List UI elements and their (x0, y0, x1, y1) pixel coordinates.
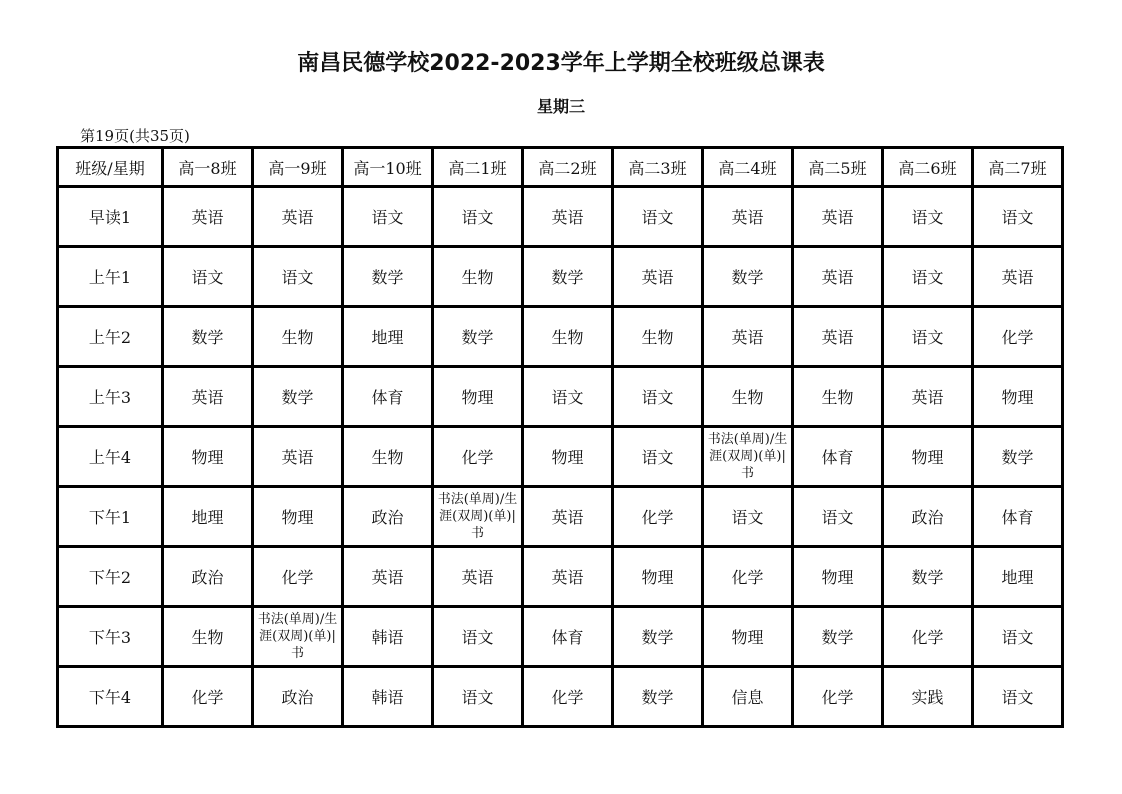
subject-label: 英语 (191, 208, 224, 227)
subject-label: 英语 (191, 388, 224, 407)
subject-label: 语文 (1001, 208, 1034, 227)
schedule-cell (973, 607, 1063, 667)
subject-label: 生物 (731, 388, 764, 407)
period-label: 下午2 (58, 547, 163, 607)
schedule-cell (343, 367, 433, 427)
period-label: 上午1 (58, 247, 163, 307)
schedule-cell (343, 487, 433, 547)
subject-label: 生物 (551, 328, 584, 347)
schedule-cell (253, 487, 343, 547)
column-header: 高二7班 (973, 148, 1063, 187)
schedule-cell (523, 547, 613, 607)
subject-label: 语文 (641, 208, 674, 227)
schedule-cell (703, 547, 793, 607)
schedule-cell (163, 487, 253, 547)
table-row (58, 667, 1063, 727)
schedule-cell (163, 307, 253, 367)
subject-label: 化学 (641, 508, 674, 527)
schedule-cell (883, 667, 973, 727)
schedule-cell (883, 187, 973, 247)
subject-label: 英语 (461, 568, 494, 587)
schedule-cell (793, 547, 883, 607)
subject-label: 语文 (1001, 628, 1034, 647)
schedule-cell (973, 487, 1063, 547)
period-label: 早读1 (58, 187, 163, 247)
period-label: 下午4 (58, 667, 163, 727)
schedule-cell (253, 607, 343, 667)
schedule-cell (163, 187, 253, 247)
schedule-cell (703, 487, 793, 547)
schedule-cell (523, 427, 613, 487)
schedule-cell (523, 607, 613, 667)
subject-label: 生物 (461, 268, 494, 287)
subject-label: 书法(单周)/生涯(双周)(单)|书 (707, 432, 788, 481)
subject-label: 韩语 (371, 688, 404, 707)
subject-label: 生物 (371, 448, 404, 467)
subject-label: 英语 (821, 328, 854, 347)
schedule-cell (703, 607, 793, 667)
subject-label: 物理 (821, 568, 854, 587)
schedule-cell (523, 247, 613, 307)
schedule-cell (793, 427, 883, 487)
subject-label: 政治 (911, 508, 944, 527)
subject-label: 生物 (821, 388, 854, 407)
schedule-cell (883, 607, 973, 667)
schedule-cell (793, 607, 883, 667)
schedule-cell (793, 487, 883, 547)
subject-label: 数学 (1001, 448, 1034, 467)
page-title: 南昌民德学校2022-2023学年上学期全校班级总课表 (297, 51, 825, 76)
schedule-cell (703, 247, 793, 307)
schedule-cell (433, 247, 523, 307)
subject-label: 生物 (641, 328, 674, 347)
schedule-cell (973, 367, 1063, 427)
subject-label: 数学 (371, 268, 404, 287)
schedule-cell (973, 187, 1063, 247)
subject-label: 数学 (821, 628, 854, 647)
schedule-cell (433, 307, 523, 367)
schedule-cell (613, 307, 703, 367)
subject-label: 语文 (1001, 688, 1034, 707)
column-header: 高一9班 (253, 148, 343, 187)
schedule-cell (703, 187, 793, 247)
column-header: 高二5班 (793, 148, 883, 187)
schedule-cell (343, 187, 433, 247)
subject-label: 化学 (551, 688, 584, 707)
schedule-cell (883, 307, 973, 367)
schedule-cell (433, 367, 523, 427)
subject-label: 语文 (821, 508, 854, 527)
schedule-cell (163, 547, 253, 607)
subject-label: 书法(单周)/生涯(双周)(单)|书 (257, 612, 338, 661)
schedule-cell (613, 607, 703, 667)
subject-label: 英语 (551, 508, 584, 527)
schedule-cell (793, 247, 883, 307)
period-label: 上午3 (58, 367, 163, 427)
subject-label: 语文 (461, 628, 494, 647)
subject-label: 体育 (821, 448, 854, 467)
schedule-cell (523, 667, 613, 727)
schedule-cell (973, 247, 1063, 307)
subject-label: 英语 (821, 208, 854, 227)
subject-label: 语文 (731, 508, 764, 527)
subject-label: 英语 (821, 268, 854, 287)
schedule-cell (343, 607, 433, 667)
subject-label: 政治 (191, 568, 224, 587)
schedule-cell (973, 667, 1063, 727)
schedule-cell (793, 187, 883, 247)
subject-label: 物理 (641, 568, 674, 587)
subject-label: 实践 (911, 688, 944, 707)
table-header-row (58, 148, 1063, 187)
table-row (58, 247, 1063, 307)
subject-label: 语文 (641, 448, 674, 467)
subject-label: 地理 (1001, 568, 1034, 587)
subject-label: 体育 (551, 628, 584, 647)
schedule-cell (163, 247, 253, 307)
subject-label: 地理 (371, 328, 404, 347)
subject-label: 体育 (371, 388, 404, 407)
subject-label: 政治 (281, 688, 314, 707)
subject-label: 语文 (911, 208, 944, 227)
schedule-cell (343, 427, 433, 487)
schedule-cell (253, 547, 343, 607)
subject-label: 地理 (191, 508, 224, 527)
subject-label: 生物 (191, 628, 224, 647)
schedule-cell (433, 187, 523, 247)
table-row (58, 487, 1063, 547)
subject-label: 数学 (911, 568, 944, 587)
schedule-cell (613, 487, 703, 547)
schedule-cell (613, 367, 703, 427)
schedule-cell (433, 607, 523, 667)
schedule-cell (523, 187, 613, 247)
subject-label: 化学 (1001, 328, 1034, 347)
subject-label: 英语 (731, 328, 764, 347)
subject-label: 英语 (551, 568, 584, 587)
schedule-cell (433, 547, 523, 607)
subject-label: 语文 (911, 268, 944, 287)
subject-label: 物理 (731, 628, 764, 647)
schedule-cell (973, 427, 1063, 487)
schedule-cell (523, 367, 613, 427)
schedule-cell (703, 367, 793, 427)
schedule-cell (343, 547, 433, 607)
schedule-cell (433, 427, 523, 487)
subject-label: 物理 (191, 448, 224, 467)
subject-label: 化学 (191, 688, 224, 707)
subject-label: 物理 (461, 388, 494, 407)
schedule-cell (343, 307, 433, 367)
subject-label: 语文 (461, 688, 494, 707)
schedule-cell (703, 667, 793, 727)
schedule-cell (613, 667, 703, 727)
schedule-cell (703, 427, 793, 487)
subject-label: 化学 (461, 448, 494, 467)
schedule-cell (883, 247, 973, 307)
subject-label: 语文 (371, 208, 404, 227)
subject-label: 化学 (281, 568, 314, 587)
schedule-cell (433, 667, 523, 727)
subject-label: 语文 (551, 388, 584, 407)
table-row (58, 187, 1063, 247)
schedule-cell (883, 547, 973, 607)
subject-label: 数学 (461, 328, 494, 347)
schedule-cell (793, 667, 883, 727)
weekday-subtitle: 星期三 (536, 97, 585, 116)
schedule-cell (163, 607, 253, 667)
subject-label: 化学 (731, 568, 764, 587)
schedule-cell (433, 487, 523, 547)
schedule-cell (253, 427, 343, 487)
subject-label: 数学 (641, 688, 674, 707)
subject-label: 数学 (191, 328, 224, 347)
table-row (58, 427, 1063, 487)
subject-label: 数学 (551, 268, 584, 287)
subject-label: 语文 (281, 268, 314, 287)
subject-label: 语文 (461, 208, 494, 227)
schedule-cell (613, 247, 703, 307)
class-schedule-table (56, 146, 1064, 728)
subject-label: 语文 (911, 328, 944, 347)
schedule-cell (613, 547, 703, 607)
schedule-cell (793, 367, 883, 427)
corner-header: 班级/星期 (58, 148, 163, 187)
subject-label: 物理 (281, 508, 314, 527)
subject-label: 生物 (281, 328, 314, 347)
schedule-cell (883, 487, 973, 547)
subject-label: 英语 (1001, 268, 1034, 287)
subject-label: 数学 (731, 268, 764, 287)
schedule-cell (973, 547, 1063, 607)
subject-label: 英语 (551, 208, 584, 227)
period-label: 下午1 (58, 487, 163, 547)
schedule-cell (613, 187, 703, 247)
column-header: 高二4班 (703, 148, 793, 187)
schedule-cell (883, 427, 973, 487)
table-row (58, 307, 1063, 367)
subject-label: 政治 (371, 508, 404, 527)
schedule-cell (163, 667, 253, 727)
subject-label: 英语 (281, 208, 314, 227)
schedule-cell (613, 427, 703, 487)
schedule-cell (973, 307, 1063, 367)
subject-label: 书法(单周)/生涯(双周)(单)|书 (437, 492, 518, 541)
subject-label: 数学 (281, 388, 314, 407)
subject-label: 物理 (551, 448, 584, 467)
schedule-cell (343, 667, 433, 727)
subject-label: 体育 (1001, 508, 1034, 527)
table-row (58, 367, 1063, 427)
subject-label: 英语 (641, 268, 674, 287)
subject-label: 物理 (911, 448, 944, 467)
schedule-cell (163, 367, 253, 427)
column-header: 高二2班 (523, 148, 613, 187)
subject-label: 英语 (371, 568, 404, 587)
column-header: 高一8班 (163, 148, 253, 187)
subject-label: 语文 (191, 268, 224, 287)
schedule-cell (253, 187, 343, 247)
schedule-cell (703, 307, 793, 367)
period-label: 上午4 (58, 427, 163, 487)
period-label: 上午2 (58, 307, 163, 367)
column-header: 高二3班 (613, 148, 703, 187)
column-header: 高一10班 (343, 148, 433, 187)
subject-label: 信息 (731, 688, 764, 707)
schedule-cell (163, 427, 253, 487)
subject-label: 英语 (911, 388, 944, 407)
schedule-cell (253, 667, 343, 727)
subject-label: 英语 (731, 208, 764, 227)
schedule-cell (253, 367, 343, 427)
schedule-cell (253, 247, 343, 307)
subject-label: 语文 (641, 388, 674, 407)
column-header: 高二6班 (883, 148, 973, 187)
subject-label: 化学 (911, 628, 944, 647)
schedule-cell (253, 307, 343, 367)
schedule-cell (793, 307, 883, 367)
subject-label: 化学 (821, 688, 854, 707)
subject-label: 物理 (1001, 388, 1034, 407)
table-row (58, 547, 1063, 607)
table-row (58, 607, 1063, 667)
subject-label: 韩语 (371, 628, 404, 647)
schedule-cell (523, 487, 613, 547)
period-label: 下午3 (58, 607, 163, 667)
column-header: 高二1班 (433, 148, 523, 187)
subject-label: 英语 (281, 448, 314, 467)
schedule-cell (343, 247, 433, 307)
page-indicator: 第19页(共35页) (80, 127, 190, 145)
schedule-cell (883, 367, 973, 427)
subject-label: 数学 (641, 628, 674, 647)
schedule-cell (523, 307, 613, 367)
